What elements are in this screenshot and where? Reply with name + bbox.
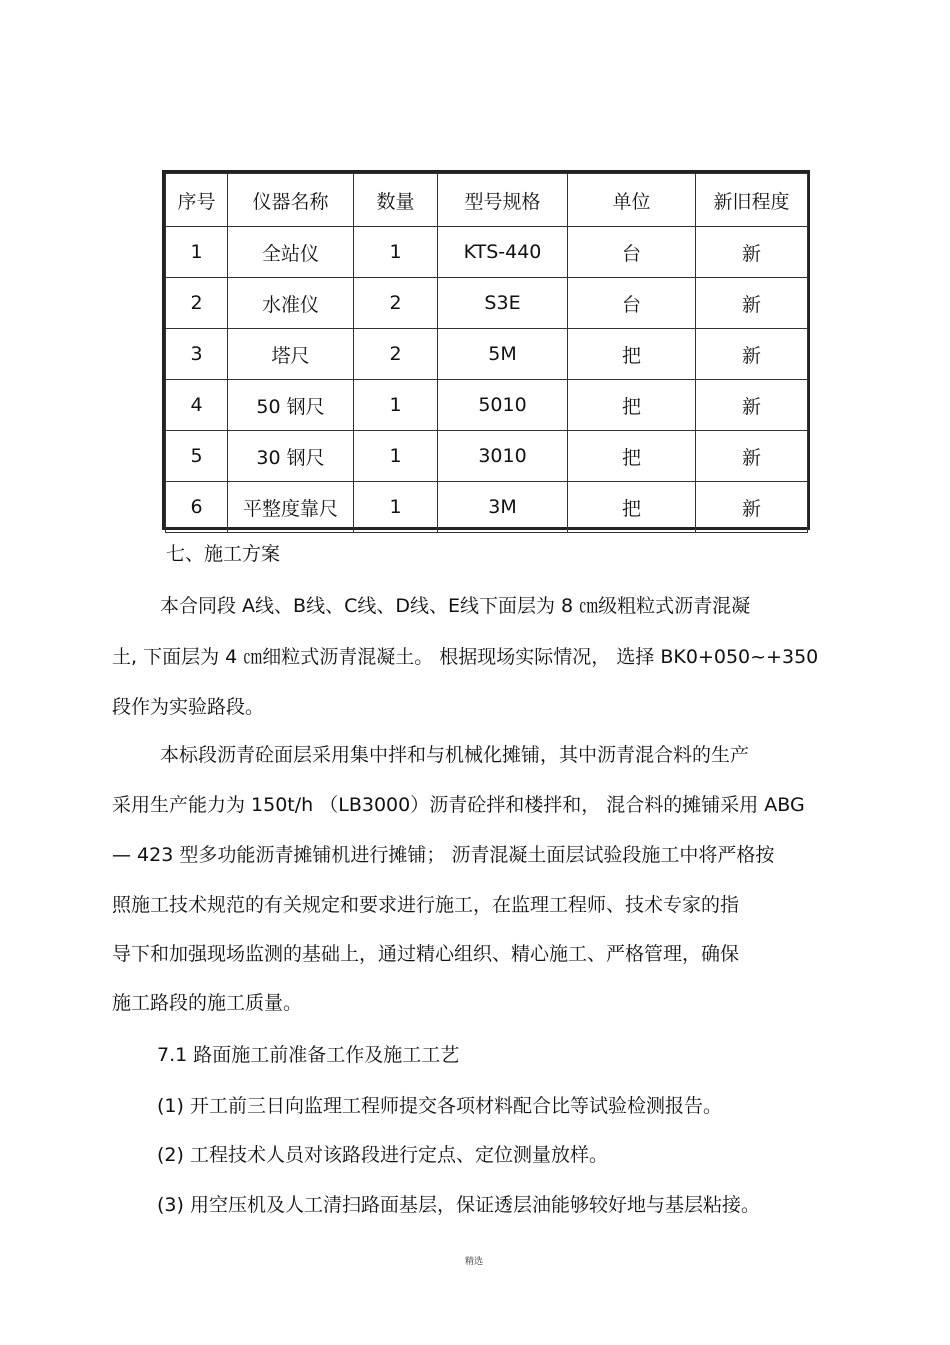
table-cell: 1	[354, 227, 438, 278]
table-row	[166, 482, 808, 533]
table-cell: 新	[696, 329, 808, 380]
paragraph-line: 本标段沥青砼面层采用集中拌和与机械化摊铺，其中沥青混合料的生产	[160, 744, 750, 766]
paragraph-line: 土, 下面层为 4 ㎝细粒式沥青混凝土。 根据现场实际情况， 选择 BK0+050~+350	[112, 646, 819, 668]
step-item: (3) 用空压机及人工清扫路面基层，保证透层油能够较好地与基层粘接。	[157, 1194, 760, 1216]
header-cell: 序号	[166, 174, 228, 227]
header-cell: 新旧程度	[696, 174, 808, 227]
table-cell: 5	[166, 431, 228, 482]
table-row	[166, 227, 808, 278]
table-cell: 3	[166, 329, 228, 380]
paragraph-line: 采用生产能力为 150t/h （LB3000）沥青砼拌和楼拌和， 混合料的摊铺采用 ABG	[112, 794, 805, 816]
table-cell: 1	[166, 227, 228, 278]
header-cell: 数量	[354, 174, 438, 227]
table-cell: 把	[568, 482, 696, 533]
table-cell: 把	[568, 431, 696, 482]
instrument-table	[162, 170, 810, 530]
table-cell: 把	[568, 329, 696, 380]
table-cell: 新	[696, 380, 808, 431]
step-item: (1) 开工前三日向监理工程师提交各项材料配合比等试验检测报告。	[157, 1095, 722, 1117]
table-cell: 5010	[438, 380, 568, 431]
subsection-heading: 7.1 路面施工前准备工作及施工工艺	[157, 1044, 460, 1066]
paragraph-line: 段作为实验路段。	[112, 696, 265, 718]
table-cell: 6	[166, 482, 228, 533]
table-cell: 新	[696, 431, 808, 482]
paragraph-line: 本合同段 A线、B线、C线、D线、E线下面层为 8 ㎝级粗粒式沥青混凝	[160, 595, 751, 617]
table-cell: 50 钢尺	[228, 380, 354, 431]
section-heading: 七、施工方案	[166, 543, 281, 565]
table-cell: 1	[354, 380, 438, 431]
paragraph-line: 导下和加强现场监测的基础上，通过精心组织、精心施工、严格管理，确保	[112, 943, 740, 965]
header-cell: 单位	[568, 174, 696, 227]
table-row	[166, 431, 808, 482]
table-cell: 5M	[438, 329, 568, 380]
table-cell: 平整度靠尺	[228, 482, 354, 533]
paragraph-line: 照施工技术规范的有关规定和要求进行施工，在监理工程师、技术专家的指	[112, 894, 740, 916]
table-cell: 把	[568, 380, 696, 431]
header-cell: 型号规格	[438, 174, 568, 227]
table-cell: 1	[354, 431, 438, 482]
table-cell: 新	[696, 482, 808, 533]
header-cell: 仪器名称	[228, 174, 354, 227]
table-header-row	[166, 174, 808, 227]
step-item: (2) 工程技术人员对该路段进行定点、定位测量放样。	[157, 1144, 608, 1166]
table-cell: 2	[354, 329, 438, 380]
table-cell: 全站仪	[228, 227, 354, 278]
table-cell: 30 钢尺	[228, 431, 354, 482]
table-row	[166, 380, 808, 431]
table-cell: 4	[166, 380, 228, 431]
footer-mark: 精选	[465, 1257, 484, 1267]
table-cell: KTS-440	[438, 227, 568, 278]
table-cell: S3E	[438, 278, 568, 329]
paragraph-line: 施工路段的施工质量。	[112, 992, 303, 1014]
table-cell: 2	[166, 278, 228, 329]
table-row	[166, 278, 808, 329]
table-cell: 新	[696, 227, 808, 278]
table-cell: 2	[354, 278, 438, 329]
table-row	[166, 329, 808, 380]
paragraph-line: — 423 型多功能沥青摊铺机进行摊铺； 沥青混凝土面层试验段施工中将严格按	[112, 844, 775, 866]
table-cell: 3M	[438, 482, 568, 533]
table-cell: 新	[696, 278, 808, 329]
table-cell: 塔尺	[228, 329, 354, 380]
table-cell: 台	[568, 227, 696, 278]
table-cell: 1	[354, 482, 438, 533]
table-cell: 3010	[438, 431, 568, 482]
instrument-table-grid	[165, 173, 808, 533]
table-cell: 台	[568, 278, 696, 329]
table-cell: 水准仪	[228, 278, 354, 329]
